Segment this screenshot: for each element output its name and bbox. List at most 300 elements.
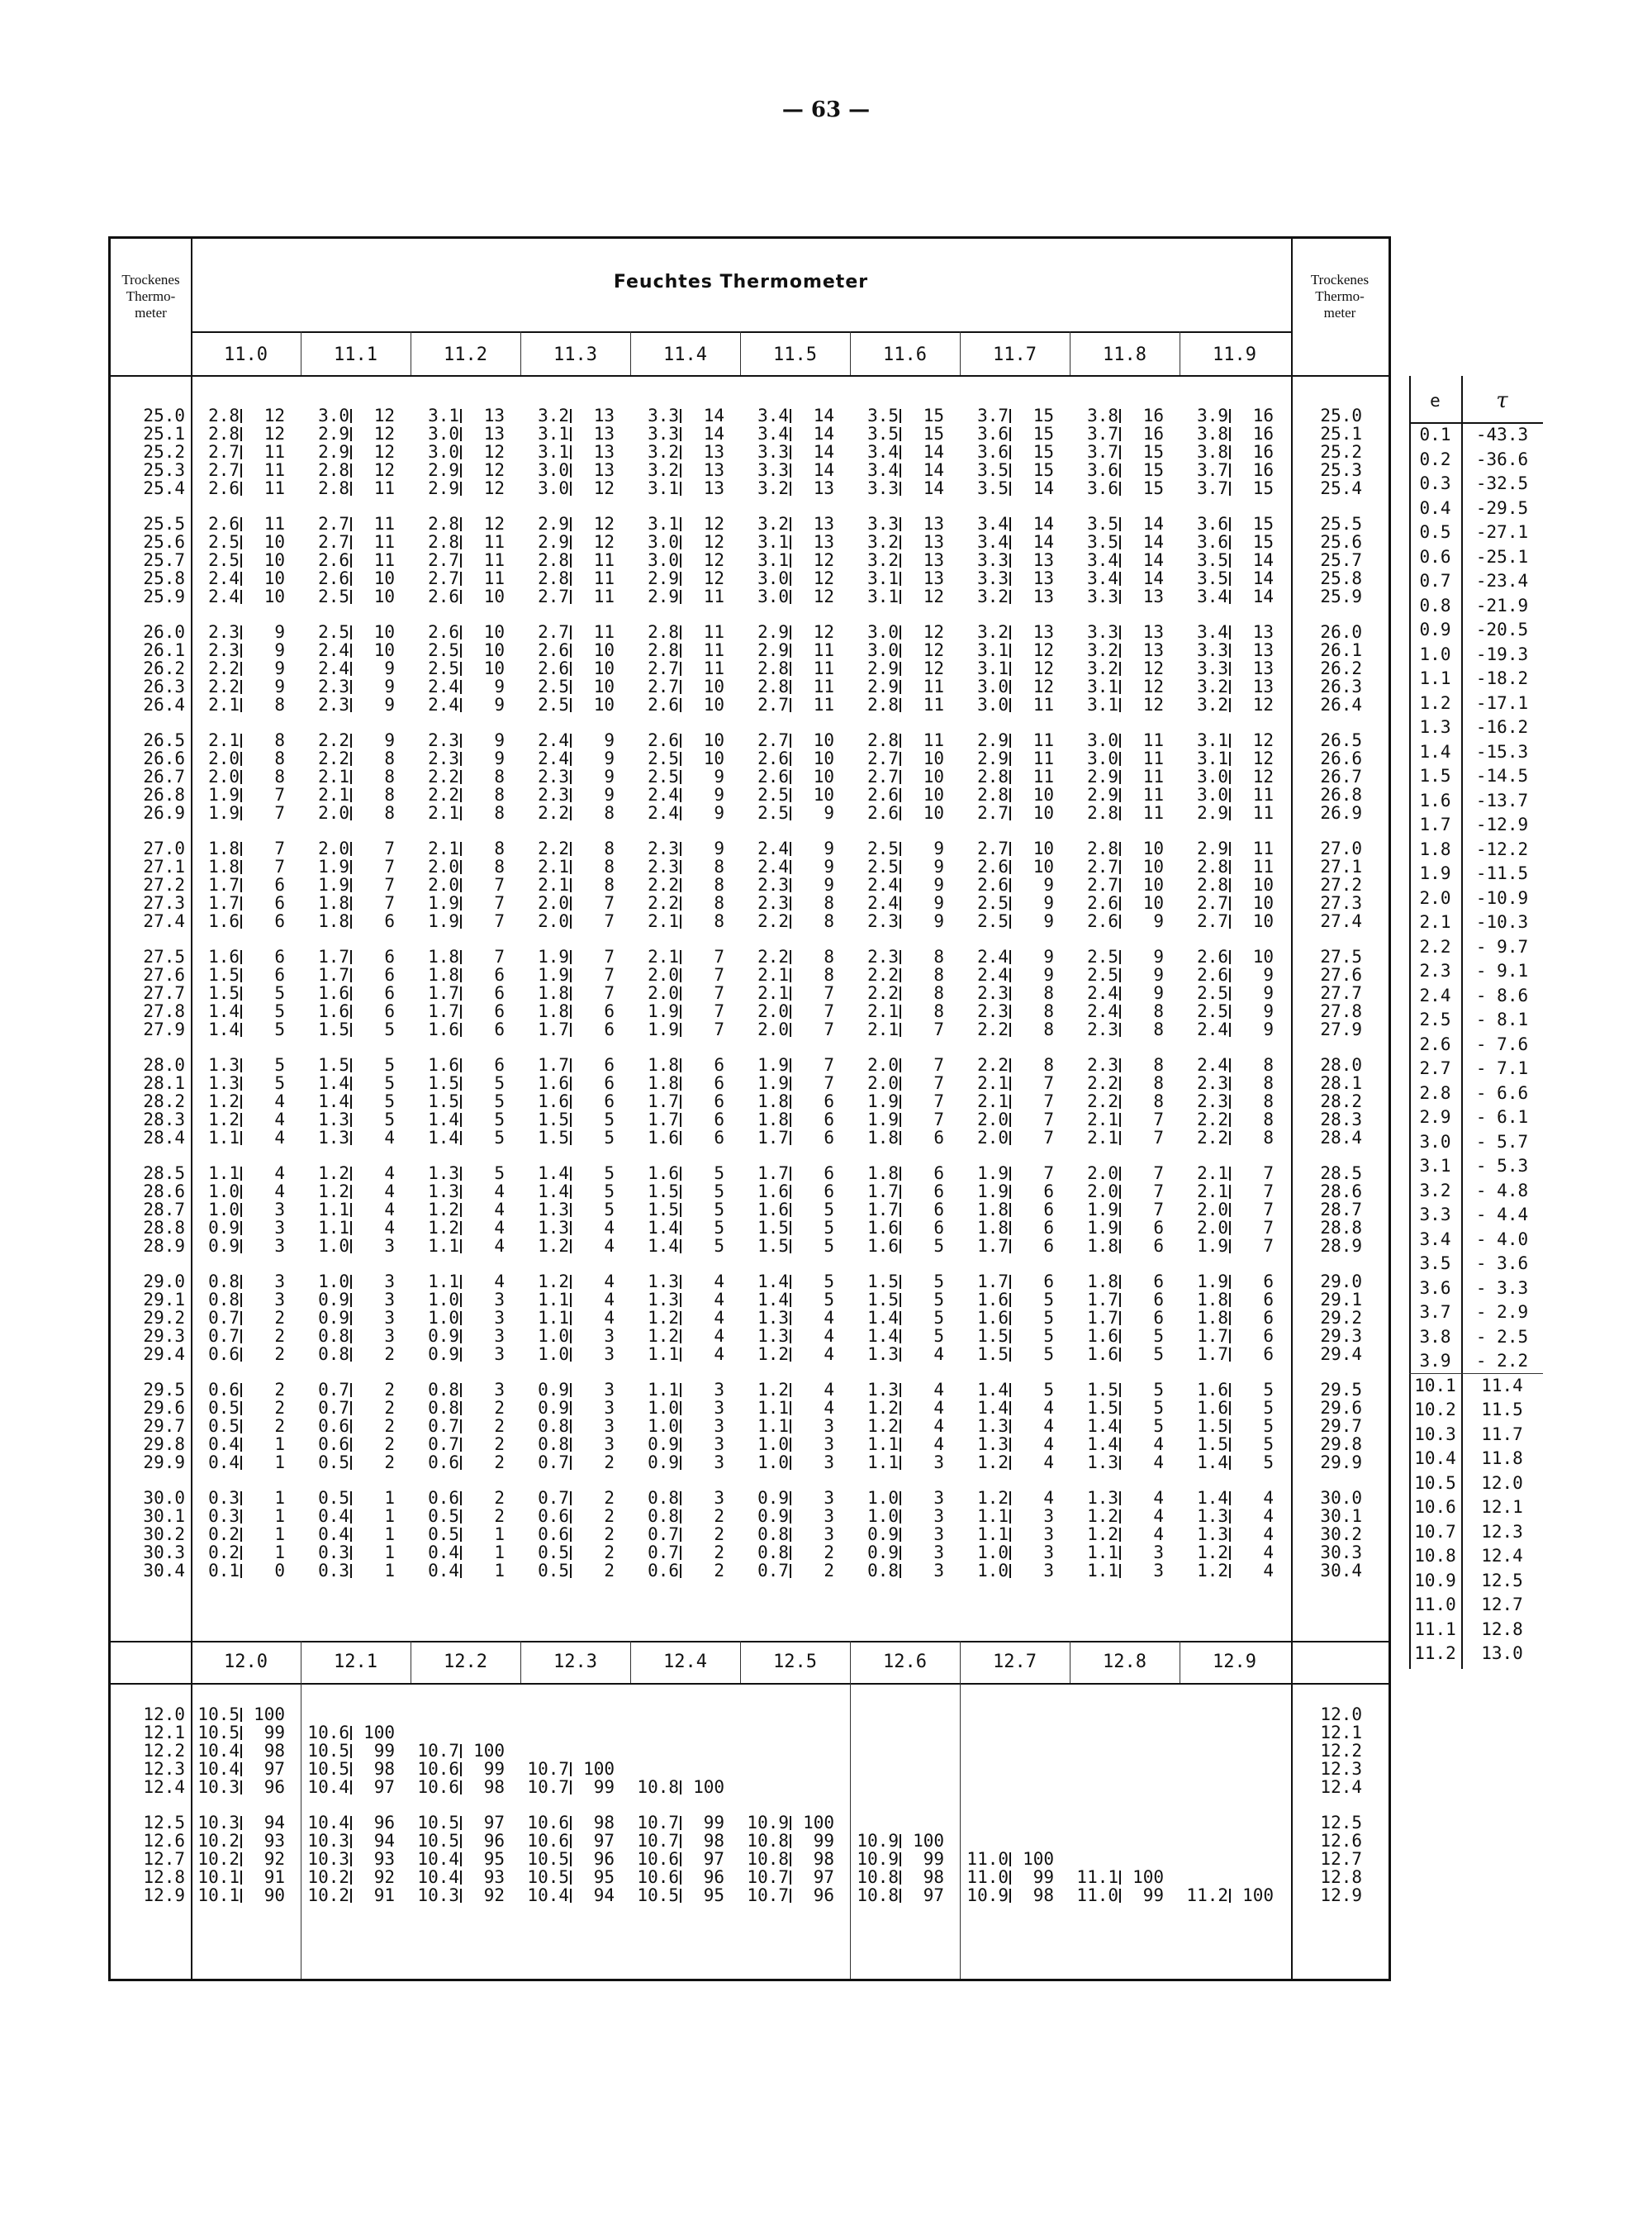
- side-e-value: 2.7: [1419, 1058, 1451, 1078]
- table-cell: [524, 641, 627, 659]
- value-secondary: 2: [714, 1543, 724, 1562]
- value-primary: 2.1: [1197, 1163, 1228, 1183]
- table-cell: [194, 479, 297, 497]
- table-cell: [414, 569, 517, 587]
- value-primary: 1.6: [648, 1163, 679, 1183]
- value-secondary: 9: [824, 875, 834, 895]
- value-primary: 2.4: [538, 730, 569, 750]
- value-primary: 2.3: [867, 911, 899, 931]
- value-secondary: 9: [714, 839, 724, 858]
- value-primary: 10.2: [197, 1849, 240, 1869]
- cell-separator: [460, 572, 462, 586]
- value-secondary: 10: [1032, 857, 1054, 877]
- value-secondary: 11: [373, 532, 395, 552]
- cell-separator: [1119, 1401, 1121, 1415]
- side-tau-value: - 2.2: [1475, 1351, 1529, 1371]
- value-secondary: 1: [274, 1524, 285, 1544]
- table-cell: [194, 1291, 297, 1309]
- side-tau-value: - 4.4: [1475, 1205, 1529, 1224]
- value-primary: 1.4: [867, 1326, 899, 1346]
- value-secondary: 8: [1153, 1001, 1164, 1021]
- table-cell: [414, 749, 517, 768]
- cell-separator: [1119, 770, 1121, 784]
- value-secondary: 4: [274, 1163, 285, 1183]
- value-secondary: 15: [1032, 424, 1054, 444]
- table-cell: [1073, 749, 1176, 768]
- table-cell: [524, 1399, 627, 1417]
- cell-separator: [460, 554, 462, 568]
- value-secondary: 12: [373, 460, 395, 480]
- value-secondary: 6: [824, 1163, 834, 1183]
- table-cell: [634, 786, 737, 804]
- side-e-value: 10.5: [1414, 1472, 1456, 1493]
- value-secondary: 6: [604, 1020, 615, 1039]
- value-primary: 10.7: [637, 1813, 679, 1833]
- cell-separator: [1229, 734, 1231, 748]
- side-e-value: 1.1: [1419, 668, 1451, 688]
- table-row: [111, 1381, 1389, 1399]
- cell-separator: [240, 554, 242, 568]
- cell-separator: [240, 1203, 242, 1217]
- value-primary: 1.5: [1197, 1416, 1228, 1436]
- value-secondary: 12: [483, 478, 505, 498]
- dry-temp-value-right: 28.4: [1320, 1128, 1362, 1148]
- value-primary: 0.7: [428, 1434, 459, 1454]
- value-primary: 3.1: [538, 424, 569, 444]
- dry-temp-value-right: 26.5: [1320, 730, 1362, 750]
- table-cell: [194, 1886, 297, 1904]
- cell-separator: [900, 1889, 901, 1903]
- value-primary: 2.2: [977, 1020, 1009, 1039]
- side-table-row: [1409, 1251, 1543, 1276]
- value-primary: 2.9: [648, 568, 679, 588]
- value-primary: 3.7: [1087, 442, 1118, 462]
- value-secondary: 14: [1252, 550, 1274, 570]
- value-secondary: 10: [593, 695, 615, 715]
- value-secondary: 4: [714, 1326, 724, 1346]
- cell-separator: [790, 1348, 791, 1362]
- value-primary: 2.8: [318, 460, 349, 480]
- cell-separator: [460, 950, 462, 964]
- side-e-value: 11.0: [1414, 1595, 1456, 1614]
- table-cell: [963, 768, 1066, 786]
- value-primary: 2.5: [538, 677, 569, 696]
- side-e-value: 3.1: [1419, 1156, 1451, 1176]
- value-secondary: 8: [1043, 1001, 1054, 1021]
- value-primary: 1.2: [428, 1200, 459, 1219]
- value-primary: 2.2: [1087, 1073, 1118, 1093]
- value-secondary: 7: [604, 911, 615, 931]
- table-cell: [524, 948, 627, 966]
- dry-temp-value: 12.6: [143, 1831, 185, 1851]
- value-primary: 1.4: [977, 1380, 1009, 1400]
- value-primary: 10.6: [417, 1759, 459, 1779]
- table-cell: [963, 461, 1066, 479]
- side-table-row: [1409, 568, 1543, 593]
- value-secondary: 4: [604, 1218, 615, 1238]
- dry-temp-value-right: 25.8: [1320, 568, 1362, 588]
- cell-separator: [1229, 554, 1231, 568]
- value-primary: 2.1: [208, 730, 240, 750]
- table-row: [111, 768, 1389, 786]
- cell-separator: [350, 788, 352, 802]
- cell-separator: [680, 1491, 681, 1505]
- table-cell: [743, 1543, 847, 1562]
- value-primary: 1.3: [208, 1073, 240, 1093]
- cell-separator: [1229, 698, 1231, 712]
- side-table-row: [1409, 1471, 1543, 1495]
- side-e-value: 0.5: [1419, 522, 1451, 542]
- cell-separator: [680, 409, 681, 423]
- value-primary: 10.9: [857, 1831, 899, 1851]
- value-primary: 3.6: [977, 424, 1009, 444]
- column-header: 12.6: [883, 1652, 927, 1672]
- dry-temp-value-right: 26.6: [1320, 749, 1362, 768]
- cell-separator: [1009, 1528, 1011, 1542]
- value-primary: 2.7: [318, 514, 349, 534]
- dry-temp-value: 25.4: [143, 478, 185, 498]
- dry-temp-value: 28.6: [143, 1181, 185, 1201]
- value-secondary: 9: [1263, 1020, 1274, 1039]
- table-cell: [1183, 984, 1286, 1002]
- table-cell: [414, 677, 517, 696]
- cell-separator: [350, 1077, 352, 1091]
- cell-separator: [680, 896, 681, 910]
- cell-separator: [1009, 680, 1011, 694]
- value-secondary: 7: [824, 1073, 834, 1093]
- table-cell: [414, 515, 517, 533]
- table-cell: [1183, 876, 1286, 894]
- cell-separator: [790, 1077, 791, 1091]
- value-secondary: 8: [933, 1001, 944, 1021]
- value-secondary: 97: [813, 1867, 834, 1887]
- cell-separator: [570, 1113, 572, 1127]
- table-cell: [1073, 1327, 1176, 1345]
- value-primary: 1.4: [757, 1272, 789, 1291]
- value-primary: 0.6: [208, 1344, 240, 1364]
- value-primary: 1.6: [867, 1218, 899, 1238]
- cell-separator: [240, 842, 242, 856]
- cell-separator: [460, 1113, 462, 1127]
- cell-separator: [1009, 1401, 1011, 1415]
- value-primary: 2.2: [1087, 1091, 1118, 1111]
- table-cell: [1073, 984, 1176, 1002]
- value-secondary: 11: [813, 677, 834, 696]
- value-primary: 0.8: [648, 1506, 679, 1526]
- table-cell: [1183, 1129, 1286, 1147]
- table-row: [111, 443, 1389, 461]
- value-secondary: 5: [1263, 1416, 1274, 1436]
- table-cell: [963, 406, 1066, 425]
- value-primary: 2.2: [538, 839, 569, 858]
- dry-temp-value-right: 29.8: [1320, 1434, 1362, 1454]
- value-primary: 10.6: [307, 1723, 349, 1742]
- cell-separator: [1009, 445, 1011, 459]
- table-row: [111, 1525, 1389, 1543]
- cell-separator: [460, 1167, 462, 1181]
- value-primary: 10.5: [527, 1849, 569, 1869]
- column-header: 11.9: [1213, 345, 1256, 365]
- table-cell: [634, 731, 737, 749]
- value-primary: 2.1: [318, 785, 349, 805]
- value-secondary: 14: [1142, 514, 1164, 534]
- dry-temp-value-right: 25.0: [1320, 406, 1362, 425]
- value-secondary: 9: [824, 857, 834, 877]
- value-primary: 2.2: [208, 658, 240, 678]
- value-secondary: 6: [1263, 1344, 1274, 1364]
- table-row: [111, 858, 1389, 876]
- table-cell: [853, 948, 957, 966]
- value-primary: 1.3: [538, 1218, 569, 1238]
- value-secondary: 7: [1263, 1218, 1274, 1238]
- table-row: [111, 1200, 1389, 1219]
- cell-separator: [570, 427, 572, 441]
- value-secondary: 3: [714, 1380, 724, 1400]
- cell-separator: [1229, 409, 1231, 423]
- cell-separator: [570, 680, 572, 694]
- value-primary: 3.4: [1087, 568, 1118, 588]
- value-secondary: 8: [384, 803, 395, 823]
- value-secondary: 2: [824, 1543, 834, 1562]
- value-primary: 1.1: [757, 1398, 789, 1418]
- table-cell: [853, 1110, 957, 1129]
- cell-separator: [680, 734, 681, 748]
- cell-separator: [1009, 752, 1011, 766]
- value-secondary: 10: [483, 658, 505, 678]
- value-primary: 1.4: [318, 1091, 349, 1111]
- value-secondary: 9: [604, 749, 615, 768]
- table-cell: [634, 1507, 737, 1525]
- table-row: [111, 948, 1389, 966]
- table-cell: [743, 479, 847, 497]
- value-secondary: 5: [824, 1200, 834, 1219]
- value-secondary: 8: [604, 803, 615, 823]
- value-secondary: 12: [1142, 695, 1164, 715]
- value-secondary: 3: [274, 1236, 285, 1256]
- cell-separator: [240, 1456, 242, 1470]
- dry-temp-value: 27.9: [143, 1020, 185, 1039]
- table-cell: [414, 1110, 517, 1129]
- value-primary: 2.0: [867, 1055, 899, 1075]
- value-secondary: 1: [494, 1524, 505, 1544]
- value-secondary: 12: [703, 532, 724, 552]
- value-secondary: 8: [824, 965, 834, 985]
- value-primary: 3.1: [648, 478, 679, 498]
- column-divider: [850, 331, 851, 375]
- cell-separator: [240, 680, 242, 694]
- table-cell: [304, 1074, 407, 1092]
- cell-separator: [1229, 590, 1231, 604]
- value-secondary: 95: [483, 1849, 505, 1869]
- value-primary: 3.1: [1197, 749, 1228, 768]
- cell-separator: [1009, 1023, 1011, 1037]
- cell-separator: [460, 1456, 462, 1470]
- value-secondary: 96: [813, 1885, 834, 1905]
- value-secondary: 3: [494, 1344, 505, 1364]
- value-primary: 2.4: [538, 749, 569, 768]
- value-primary: 1.9: [538, 965, 569, 985]
- value-primary: 2.8: [977, 767, 1009, 787]
- value-primary: 2.8: [1197, 875, 1228, 895]
- cell-separator: [240, 517, 242, 531]
- cell-separator: [790, 1834, 791, 1848]
- value-primary: 1.4: [1197, 1488, 1228, 1508]
- value-primary: 1.0: [538, 1326, 569, 1346]
- dry-temp-value-right: 26.7: [1320, 767, 1362, 787]
- value-primary: 3.1: [1087, 695, 1118, 715]
- table-row: [111, 551, 1389, 569]
- value-primary: 2.1: [538, 857, 569, 877]
- dry-temp-value: 26.7: [143, 767, 185, 787]
- dry-temp-value-right: 12.0: [1320, 1704, 1362, 1724]
- value-primary: 2.6: [318, 568, 349, 588]
- value-primary: 1.3: [648, 1272, 679, 1291]
- value-secondary: 6: [604, 1001, 615, 1021]
- value-secondary: 10: [593, 640, 615, 660]
- table-cell: [524, 1562, 627, 1580]
- title-divider: [191, 331, 1291, 333]
- value-primary: 1.2: [208, 1110, 240, 1129]
- cell-separator: [240, 1871, 242, 1885]
- value-secondary: 3: [824, 1416, 834, 1436]
- value-primary: 1.4: [1197, 1452, 1228, 1472]
- value-secondary: 14: [703, 424, 724, 444]
- table-cell: [853, 425, 957, 443]
- table-cell: [634, 1110, 737, 1129]
- value-secondary: 8: [1153, 1073, 1164, 1093]
- value-secondary: 10: [373, 640, 395, 660]
- side-e-value: 3.3: [1419, 1205, 1451, 1224]
- table-cell: [853, 659, 957, 677]
- table-cell: [743, 1525, 847, 1543]
- value-secondary: 1: [494, 1561, 505, 1581]
- value-secondary: 8: [1263, 1110, 1274, 1129]
- side-table-row: [1409, 983, 1543, 1008]
- table-cell: [524, 1092, 627, 1110]
- cell-separator: [1119, 517, 1121, 531]
- table-cell: [304, 461, 407, 479]
- cell-separator: [1119, 1203, 1121, 1217]
- table-cell: [743, 1200, 847, 1219]
- cell-separator: [240, 1077, 242, 1091]
- table-cell: [1073, 1399, 1176, 1417]
- value-secondary: 7: [1263, 1163, 1274, 1183]
- value-primary: 1.8: [757, 1110, 789, 1129]
- column-header: 12.0: [224, 1652, 268, 1672]
- dry-temp-value-right: 28.2: [1320, 1091, 1362, 1111]
- value-secondary: 11: [703, 587, 724, 606]
- value-secondary: 97: [703, 1849, 724, 1869]
- table-cell: [853, 1164, 957, 1182]
- column-header: 11.1: [334, 345, 377, 365]
- side-table-row: [1409, 1422, 1543, 1447]
- value-secondary: 5: [1153, 1326, 1164, 1346]
- side-table-row: [1409, 1446, 1543, 1471]
- value-primary: 2.2: [867, 965, 899, 985]
- value-primary: 1.3: [1087, 1488, 1118, 1508]
- value-secondary: 16: [1252, 406, 1274, 425]
- table-cell: [634, 1832, 737, 1850]
- table-cell: [634, 569, 737, 587]
- table-cell: [963, 749, 1066, 768]
- cell-separator: [790, 1185, 791, 1199]
- cell-separator: [680, 1401, 681, 1415]
- value-secondary: 1: [274, 1506, 285, 1526]
- table-row: [111, 1543, 1389, 1562]
- table-cell: [634, 749, 737, 768]
- column-divider: [520, 331, 521, 375]
- value-secondary: 7: [604, 965, 615, 985]
- value-primary: 2.1: [428, 803, 459, 823]
- value-secondary: 11: [1142, 767, 1164, 787]
- cell-separator: [1009, 1095, 1011, 1109]
- value-primary: 2.6: [867, 803, 899, 823]
- value-secondary: 13: [593, 406, 615, 425]
- value-secondary: 11: [703, 640, 724, 660]
- value-primary: 1.9: [757, 1073, 789, 1093]
- value-secondary: 6: [1153, 1272, 1164, 1291]
- cell-separator: [570, 445, 572, 459]
- value-secondary: 4: [933, 1344, 944, 1364]
- table-cell: [304, 443, 407, 461]
- value-primary: 2.6: [757, 767, 789, 787]
- value-primary: 1.3: [977, 1416, 1009, 1436]
- value-primary: 1.9: [318, 857, 349, 877]
- table-cell: [853, 1272, 957, 1291]
- cell-separator: [680, 1852, 681, 1866]
- value-primary: 1.2: [977, 1452, 1009, 1472]
- value-primary: 10.4: [527, 1885, 569, 1905]
- cell-separator: [460, 1293, 462, 1307]
- value-primary: 3.3: [1087, 587, 1118, 606]
- cell-separator: [900, 1852, 901, 1866]
- cell-separator: [680, 1383, 681, 1397]
- value-secondary: 9: [494, 730, 505, 750]
- value-primary: 10.2: [307, 1867, 349, 1887]
- table-cell: [524, 1237, 627, 1255]
- value-secondary: 10: [1142, 839, 1164, 858]
- table-cell: [194, 1129, 297, 1147]
- table-cell: [853, 1453, 957, 1471]
- table-cell: [963, 659, 1066, 677]
- value-primary: 1.2: [1087, 1506, 1118, 1526]
- value-primary: 1.8: [977, 1218, 1009, 1238]
- value-secondary: 2: [604, 1524, 615, 1544]
- dry-temp-value: 28.1: [143, 1073, 185, 1093]
- table-cell: [853, 1417, 957, 1435]
- cell-separator: [680, 572, 681, 586]
- table-cell: [853, 1886, 957, 1904]
- table-cell: [524, 551, 627, 569]
- value-secondary: 9: [824, 803, 834, 823]
- table-cell: [414, 948, 517, 966]
- cell-separator: [350, 1438, 352, 1452]
- value-primary: 0.5: [538, 1543, 569, 1562]
- cell-separator: [900, 1509, 901, 1524]
- value-secondary: 11: [263, 514, 285, 534]
- dry-temp-value-right: 28.6: [1320, 1181, 1362, 1201]
- cell-separator: [240, 1708, 242, 1722]
- value-primary: 0.7: [318, 1398, 349, 1418]
- value-primary: 1.1: [1087, 1543, 1118, 1562]
- table-title: Feuchtes Thermometer: [613, 272, 869, 292]
- table-cell: [414, 1435, 517, 1453]
- value-secondary: 3: [274, 1200, 285, 1219]
- table-cell: [304, 425, 407, 443]
- value-primary: 1.0: [538, 1344, 569, 1364]
- table-cell: [194, 1237, 297, 1255]
- value-secondary: 10: [703, 749, 724, 768]
